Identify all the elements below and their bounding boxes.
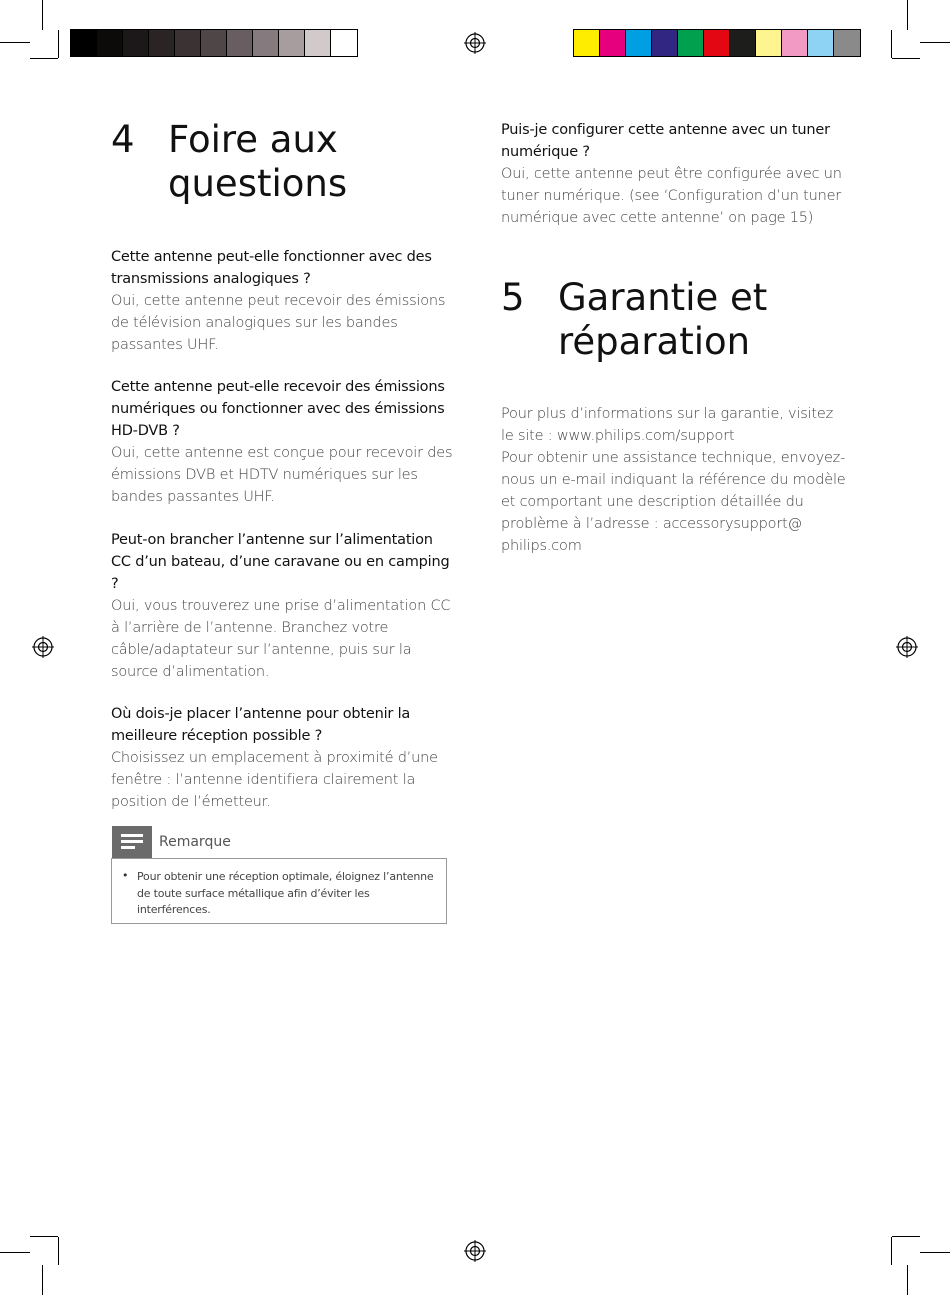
chapter-title: Garantie et réparation — [558, 276, 768, 363]
note-header — [112, 826, 231, 858]
crop-line — [892, 58, 920, 59]
faq-question: Où dois-je placer l’antenne pour obtenir la meilleure réception possible ? — [111, 706, 411, 744]
gray-color-bar — [70, 29, 358, 57]
color-swatch — [305, 30, 331, 56]
faq-item — [501, 119, 846, 229]
crop-line — [58, 1237, 59, 1265]
faq-answer: Oui, cette antenne est conçue pour recevoir des émissions DVB et HDTV numériques sur les bandes passantes UHF. — [111, 445, 453, 505]
color-swatch — [331, 30, 357, 56]
color-swatch — [71, 30, 97, 56]
crop-line — [892, 1236, 920, 1237]
registration-mark-icon — [32, 636, 54, 658]
color-swatch — [201, 30, 227, 56]
faq-item — [111, 529, 456, 683]
color-swatch — [574, 30, 600, 56]
color-swatch — [227, 30, 253, 56]
crop-line — [58, 30, 59, 58]
note-lines-icon — [112, 826, 152, 858]
chapter-4-heading — [111, 118, 451, 208]
crop-line — [0, 1252, 30, 1253]
color-swatch — [626, 30, 652, 56]
color-swatch — [756, 30, 782, 56]
color-swatch — [652, 30, 678, 56]
process-color-bar — [573, 29, 861, 57]
crop-line — [30, 58, 58, 59]
crop-line — [891, 1237, 892, 1265]
color-swatch — [704, 30, 730, 56]
faq-item — [111, 703, 456, 813]
crop-line — [907, 1265, 908, 1295]
bullet: • — [122, 869, 129, 882]
registration-mark-icon — [464, 1240, 486, 1262]
warranty-paragraph: Pour plus d’informations sur la garantie, visitez le site : www.philips.com/support — [501, 406, 834, 444]
note-text: Pour obtenir une réception optimale, éloignez l’antenne de toute surface métallique afin d’éviter les interférences. — [137, 870, 434, 916]
crop-line — [0, 42, 30, 43]
color-swatch — [279, 30, 305, 56]
warranty-text — [501, 403, 846, 557]
note-label: Remarque — [159, 834, 231, 850]
color-swatch — [175, 30, 201, 56]
color-swatch — [834, 30, 860, 56]
support-paragraph: Pour obtenir une assistance technique, envoyez-nous un e-mail indiquant la référence du modèle et comportant une description détaillée du problème à l’adresse : accessorysupport@ philips.com — [501, 450, 846, 554]
color-swatch — [149, 30, 175, 56]
crop-line — [920, 1252, 950, 1253]
color-swatch — [600, 30, 626, 56]
crop-line — [907, 0, 908, 30]
chapter-title: Foire aux questions — [168, 118, 348, 205]
faq-question: Puis-je configurer cette antenne avec un tuner numérique ? — [501, 122, 830, 160]
chapter-5-heading — [501, 276, 841, 366]
faq-item — [111, 246, 456, 356]
faq-item — [111, 376, 456, 508]
registration-mark-icon — [464, 32, 486, 54]
color-swatch — [782, 30, 808, 56]
color-swatch — [253, 30, 279, 56]
faq-question: Peut-on brancher l’antenne sur l’alimentation CC d’un bateau, d’une caravane ou en camping ? — [111, 532, 450, 592]
faq-answer: Choisissez un emplacement à proximité d’une fenêtre : l’antenne identifiera clairement la position de l’émetteur. — [111, 750, 438, 810]
faq-answer: Oui, cette antenne peut être configurée avec un tuner numérique. (see ‘Configuration d’un tuner numérique avec cette antenne’ on page 15) — [501, 166, 842, 226]
faq-question: Cette antenne peut-elle recevoir des émissions numériques ou fonctionner avec des émissions HD-DVB ? — [111, 379, 445, 439]
note-box — [111, 858, 447, 924]
faq-answer: Oui, cette antenne peut recevoir des émissions de télévision analogiques sur les bandes passantes UHF. — [111, 293, 446, 353]
faq-answer: Oui, vous trouverez une prise d’alimentation CC à l’arrière de l’antenne. Branchez votre câble/adaptateur sur l’antenne, puis sur la source d’alimentation. — [111, 598, 451, 680]
faq-question: Cette antenne peut-elle fonctionner avec des transmissions analogiques ? — [111, 249, 432, 287]
crop-line — [30, 1236, 58, 1237]
crop-line — [920, 42, 950, 43]
chapter-number: 5 — [501, 276, 525, 319]
crop-line — [42, 1265, 43, 1295]
color-swatch — [678, 30, 704, 56]
registration-mark-icon — [896, 636, 918, 658]
color-swatch — [808, 30, 834, 56]
crop-line — [42, 0, 43, 30]
chapter-number: 4 — [111, 118, 135, 161]
crop-line — [891, 30, 892, 58]
color-swatch — [97, 30, 123, 56]
color-swatch — [730, 30, 756, 56]
color-swatch — [123, 30, 149, 56]
